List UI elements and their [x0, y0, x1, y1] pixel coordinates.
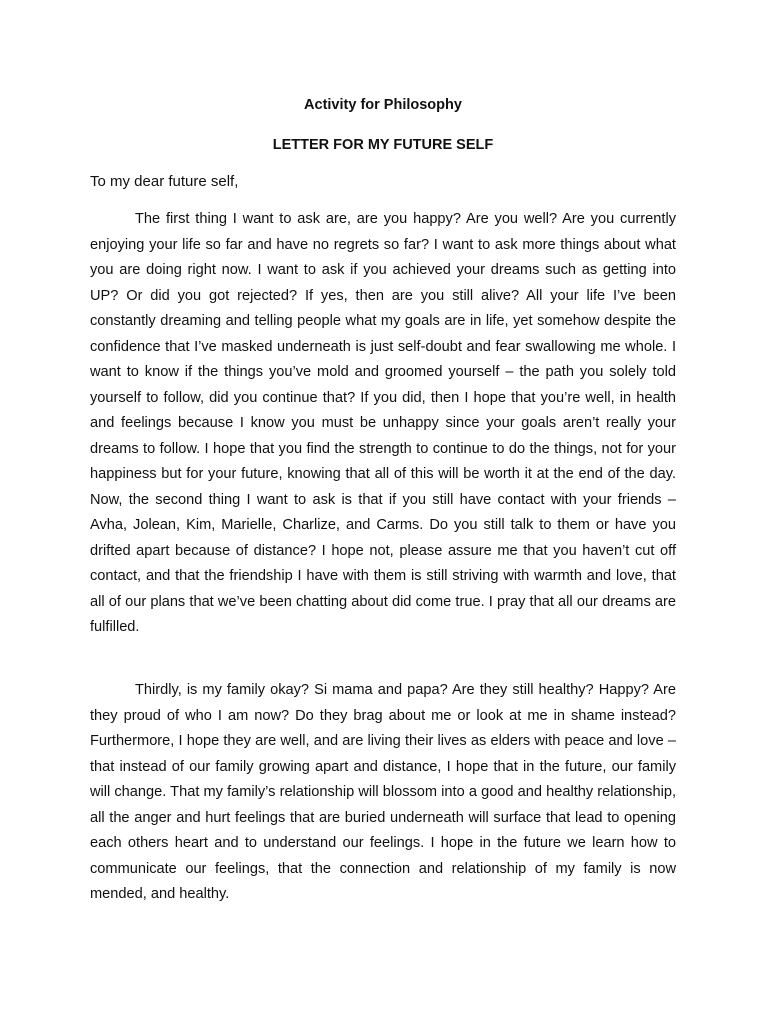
paragraph-2: Thirdly, is my family okay? Si mama and papa? Are they still healthy? Happy? Are they proud of who I am now? Do they brag about me or look at me in shame instead? Furthermore, I hope they are well, and are living their lives as elders with peace and love – that instead of our family growing apart and distance, I hope that in the future, our family will change. That my family’s relationship will blossom into a good and healthy relationship, all the anger and hurt feelings that are buried underneath will surface that lead to opening each others heart and to understand our feelings. I hope in the future we learn how to communicate our feelings, that the connection and relationship of my family is now mended, and healthy. [90, 682, 676, 902]
document-subtitle: LETTER FOR MY FUTURE SELF [272, 137, 494, 153]
paragraph-1: The first thing I want to ask are, are you happy? Are you well? Are you currently enjoying your life so far and have no regrets so far? I want to ask more things about what you are doing right now. I want to ask if you achieved your dreams such as getting into UP? Or did you got rejected? If yes, then are you still alive? All your life I’ve been constantly dreaming and telling people what my goals are in life, yet somehow despite the confidence that I’ve masked underneath is just self-doubt and fear swallowing me whole. I want to know if the things you’ve mold and groomed yourself – the path you solely told yourself to follow, did you continue that? If you did, then I hope that you’re well, in health and feelings because I know you must be unhappy since your goals aren’t really your dreams to follow. I hope that you find the strength to continue to do the things, not for your happiness but for your future, knowing that all of this will be worth it at the end of the day. Now, the second thing I want to ask is that if you still have contact with your friends – Avha, Jolean, Kim, Marielle, Charlize, and Carms. Do you still talk to them or have you drifted apart because of distance? I hope not, please assure me that you haven’t cut off contact, and that the friendship I have with them is still striving with warmth and love, that all of our plans that we’ve been chatting about did come true. I pray that all our dreams are fulfilled. [90, 211, 676, 635]
document-title: Activity for Philosophy [304, 97, 462, 113]
letter-salutation: To my dear future self, [90, 173, 239, 190]
